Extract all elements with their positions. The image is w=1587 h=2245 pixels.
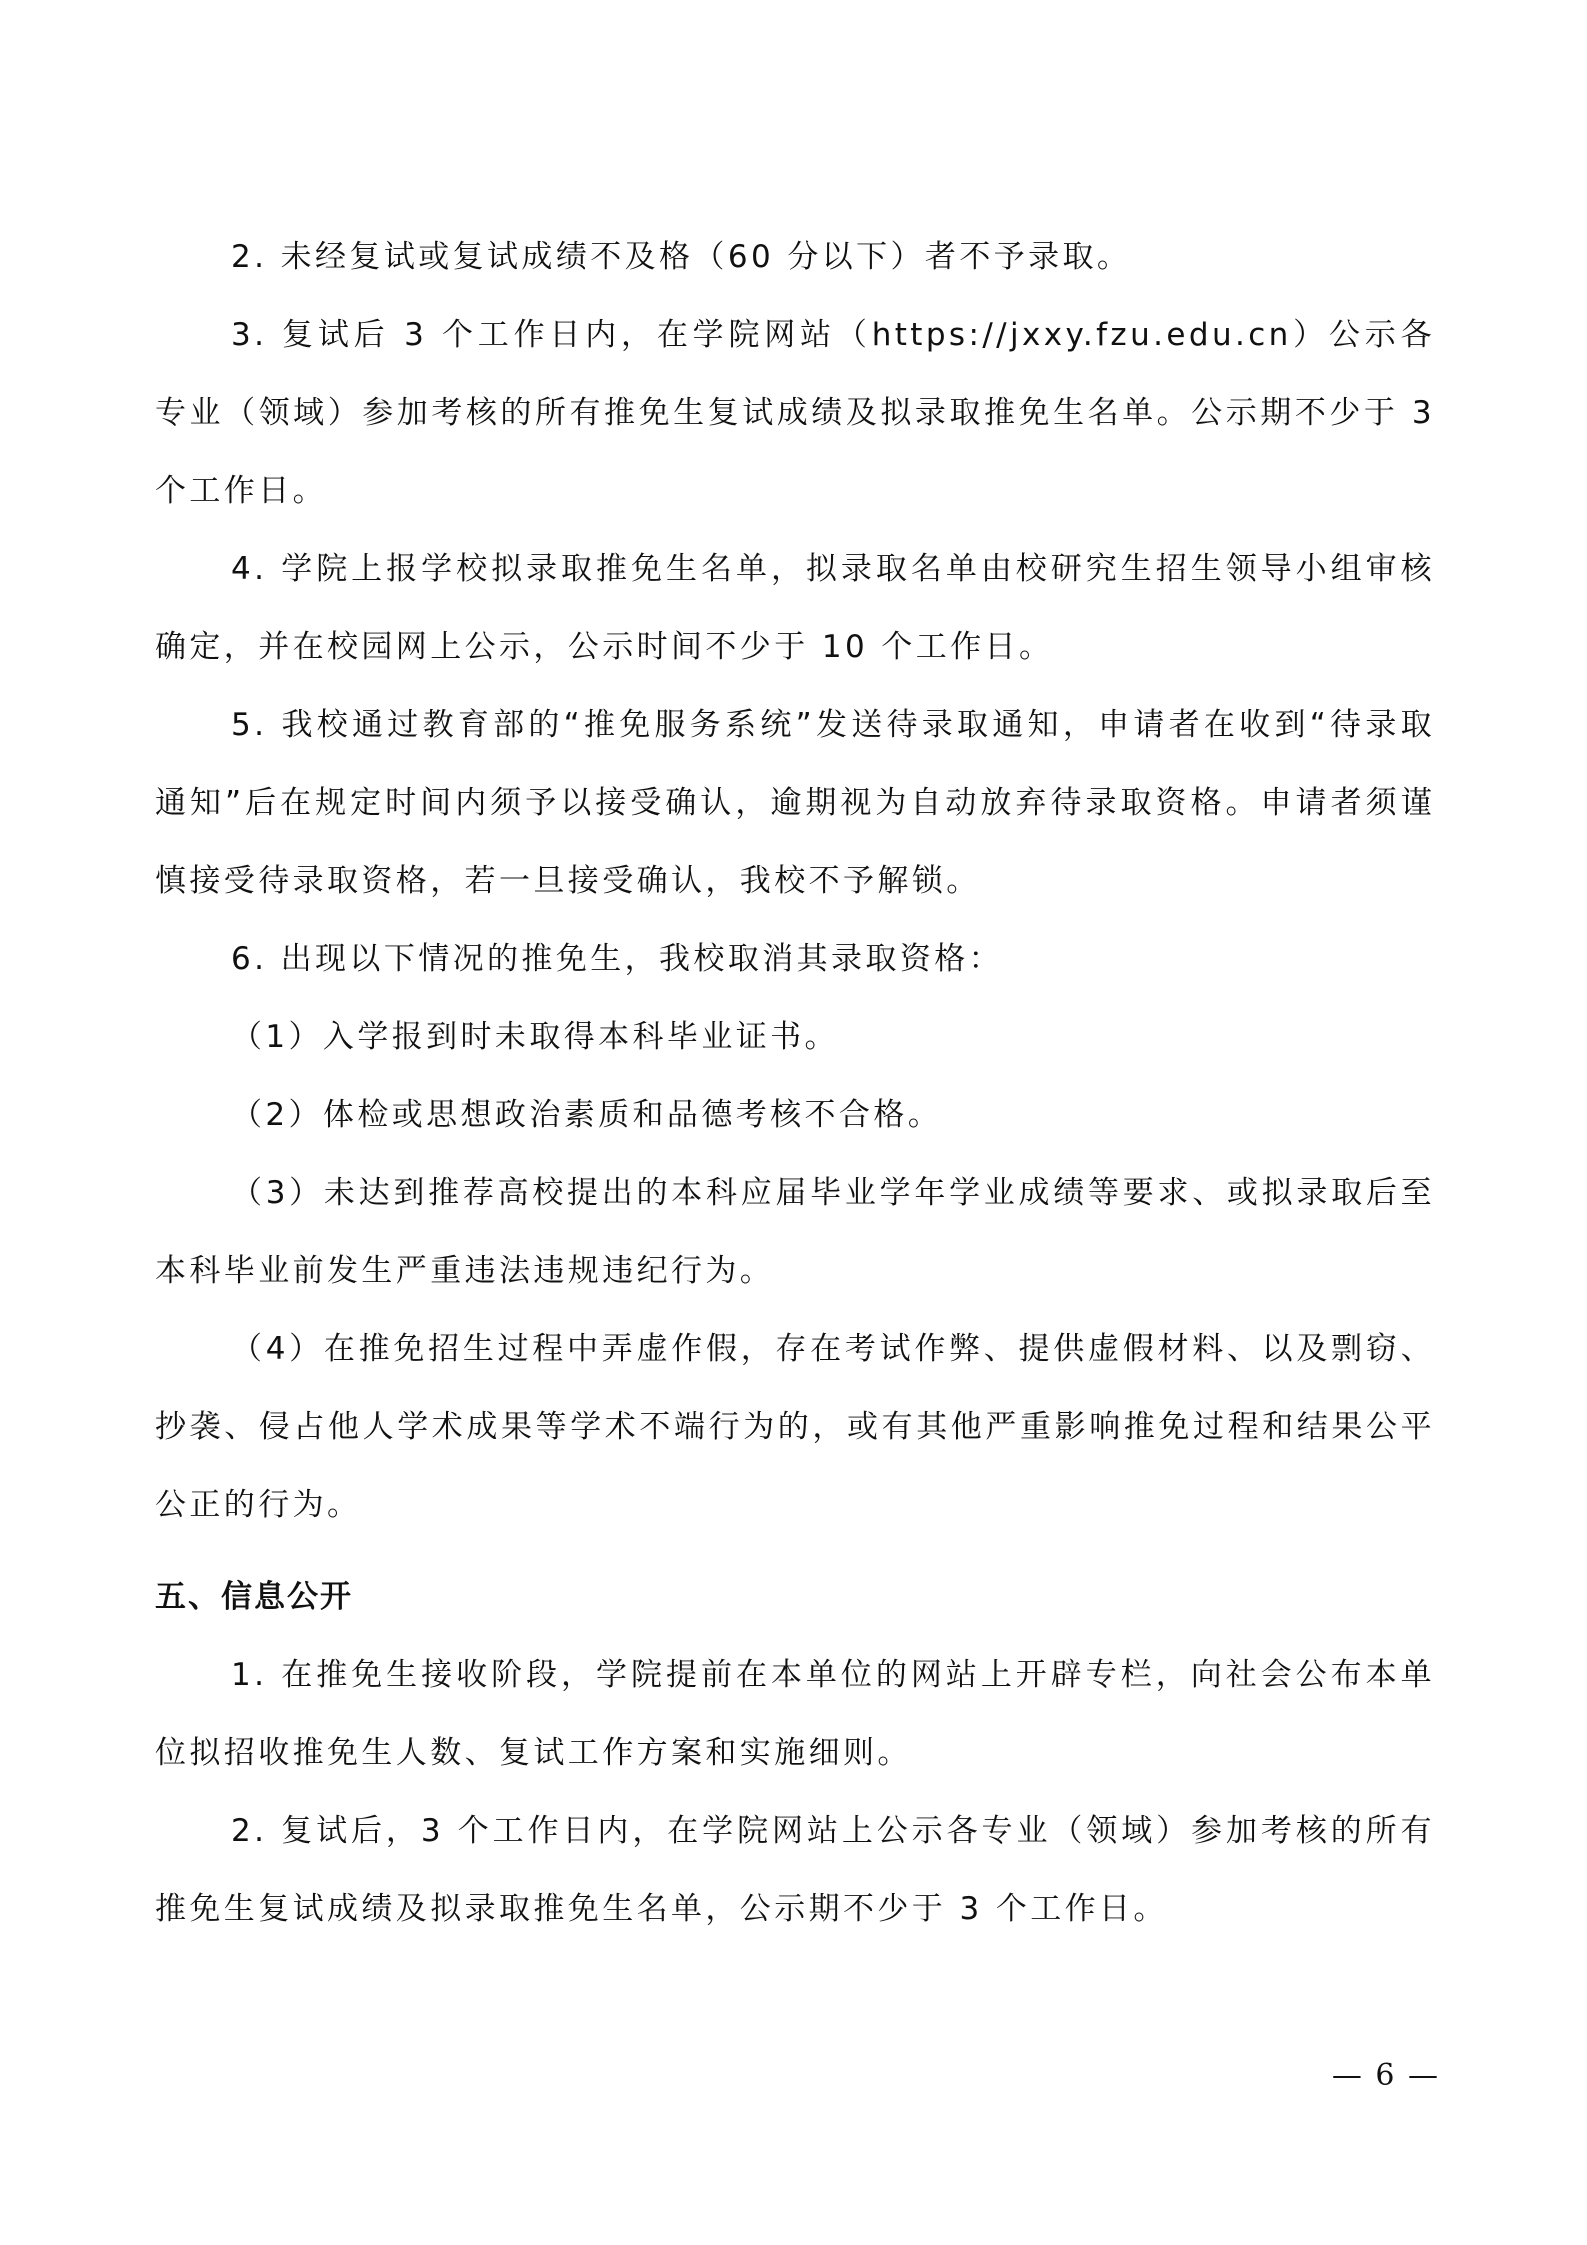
page-number: — 6 — (1331, 2058, 1440, 2093)
paragraph-item-6: 6. 出现以下情况的推免生，我校取消其录取资格： (231, 941, 1004, 977)
cancel-condition-1: （1）入学报到时未取得本科毕业证书。 (231, 1019, 839, 1055)
info-disclosure-item-1: 1. 在推免生接收阶段，学院提前在本单位的网站上开辟专栏，向社会公布本单位拟招收推免生人数、复试工作方案和实施细则。 (155, 1657, 1435, 1771)
cancel-condition-2: （2）体检或思想政治素质和品德考核不合格。 (231, 1097, 943, 1133)
section-heading-info-disclosure: 五、信息公开 (155, 1579, 353, 1615)
page-content (155, 218, 1435, 1948)
paragraph-item-5: 5. 我校通过教育部的“推免服务系统”发送待录取通知，申请者在收到“待录取通知”后在规定时间内须予以接受确认，逾期视为自动放弃待录取资格。申请者须谨慎接受待录取资格，若一旦接受确认，我校不予解锁。 (155, 707, 1435, 899)
paragraph-item-4: 4. 学院上报学校拟录取推免生名单，拟录取名单由校研究生招生领导小组审核确定，并在校园网上公示，公示时间不少于 10 个工作日。 (155, 551, 1435, 665)
paragraph-item-3: 3. 复试后 3 个工作日内，在学院网站（https://jxxy.fzu.edu.cn）公示各专业（领域）参加考核的所有推免生复试成绩及拟录取推免生名单。公示期不少于 3 个工作日。 (155, 317, 1435, 509)
cancel-condition-3: （3）未达到推荐高校提出的本科应届毕业学年学业成绩等要求、或拟录取后至本科毕业前发生严重违法违规违纪行为。 (155, 1175, 1435, 1289)
paragraph-item-2: 2. 未经复试或复试成绩不及格（60 分以下）者不予录取。 (231, 239, 1132, 275)
info-disclosure-item-2: 2. 复试后，3 个工作日内，在学院网站上公示各专业（领域）参加考核的所有推免生复试成绩及拟录取推免生名单，公示期不少于 3 个工作日。 (155, 1813, 1435, 1927)
cancel-condition-4: （4）在推免招生过程中弄虚作假，存在考试作弊、提供虚假材料、以及剽窃、抄袭、侵占他人学术成果等学术不端行为的，或有其他严重影响推免过程和结果公平公正的行为。 (155, 1331, 1435, 1523)
